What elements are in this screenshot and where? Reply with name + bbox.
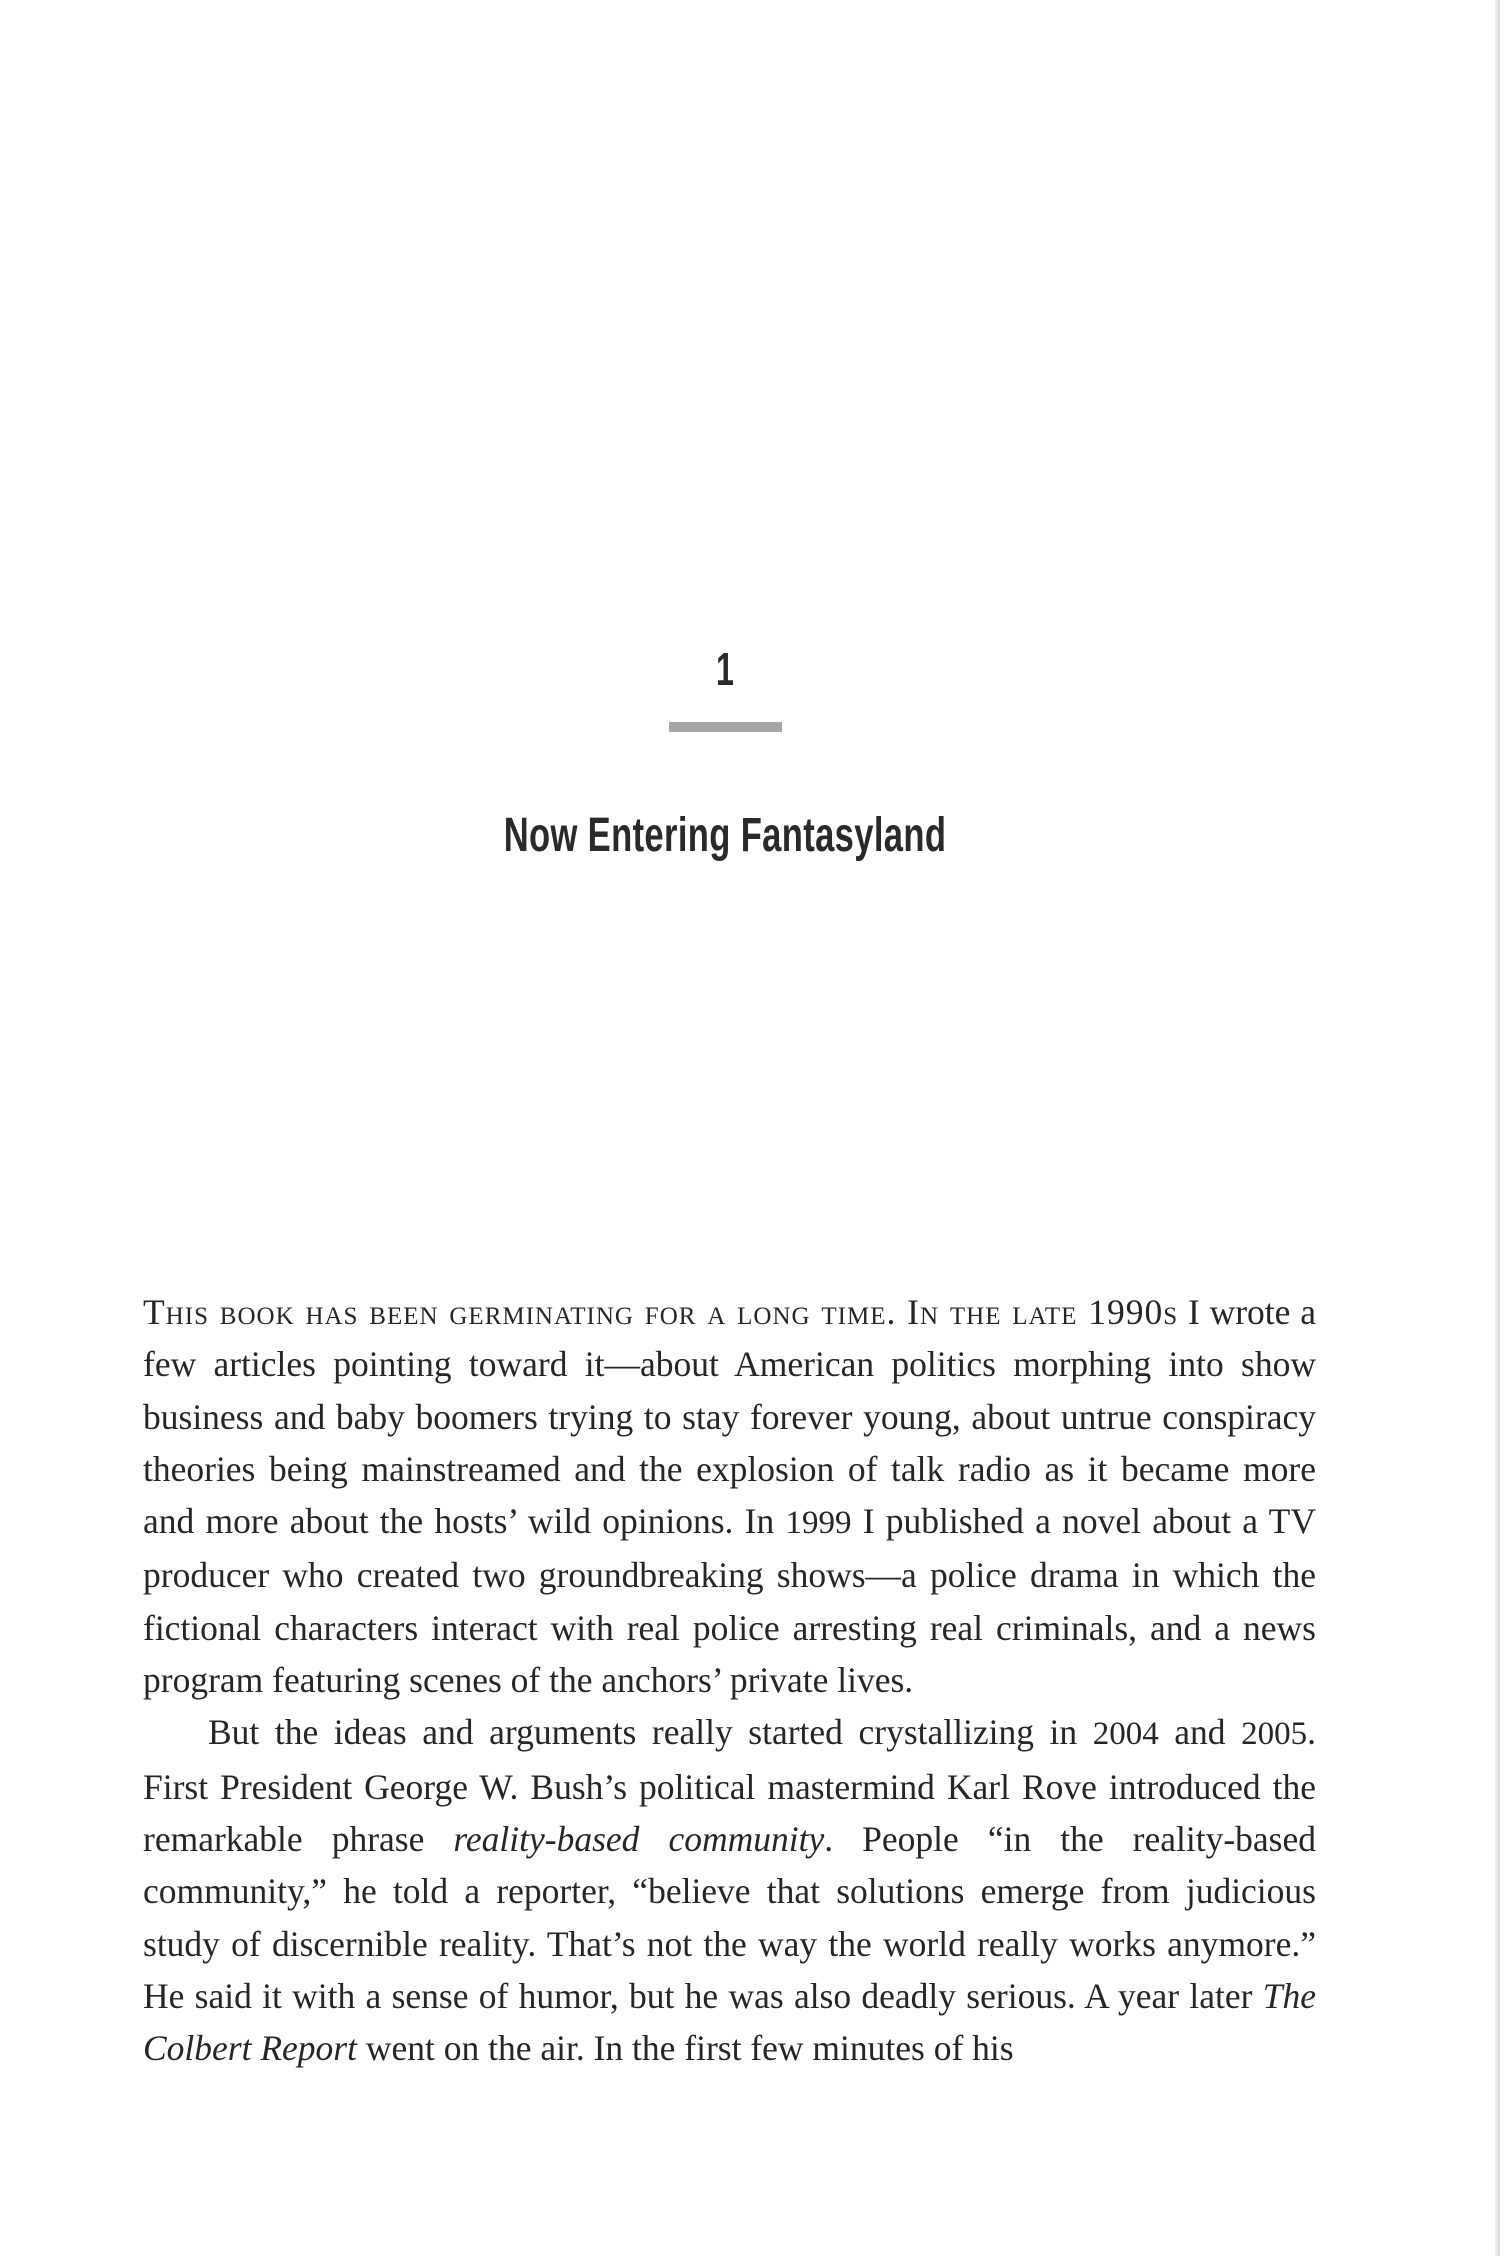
chapter-number: 1 (716, 643, 734, 695)
paragraph-2-text-c: . First President George W. Bush’s political mastermind Karl Rove introduced the remarkable phrase (143, 1712, 1316, 1859)
chapter-rule (669, 722, 782, 732)
opening-small-caps: This book has been germinating for a long time. In the late 1990s (143, 1292, 1179, 1332)
body-text (143, 1286, 1316, 2074)
italic-reality-based-community: reality-based community (453, 1818, 825, 1859)
paragraph-2-text-a: But the ideas and arguments really started crystallizing in (208, 1712, 1093, 1753)
italic-colbert-report: The Colbert Report (143, 1975, 1316, 2069)
paragraph-2-text-e: went on the air. In the first few minutes of his (356, 2028, 1014, 2069)
paragraph-1 (143, 1286, 1316, 1706)
year-1999: 1999 (785, 1505, 852, 1542)
page-edge (1495, 0, 1500, 2256)
paragraph-2-text-b: and (1158, 1712, 1242, 1753)
paragraph-2-text-d: . People “in the reality-based community,” he told a reporter, “believe that solutions emerge from judicious study of discernible reality. That’s not the way the world really works anymore.” He said it with a sense of humor, but he was also deadly serious. A year later (143, 1818, 1316, 2016)
paragraph-1-text-b: I published a novel about a TV producer who created two groundbreaking shows—a police drama in which the fictional characters interact with real police arresting real criminals, and a news program featuring scenes of the anchors’ private lives. (143, 1501, 1316, 1701)
paragraph-1-text-a: I wrote a few articles pointing toward it—about American politics morphing into show business and baby boomers trying to stay forever young, about untrue conspiracy theories being mainstreamed and the explosion of talk radio as it became more and more about the hosts’ wild opinions. In (143, 1292, 1316, 1542)
year-2005: 2005 (1241, 1716, 1308, 1753)
chapter-title: Now Entering Fantasyland (503, 809, 947, 862)
year-2004: 2004 (1092, 1716, 1159, 1753)
paragraph-2 (143, 1706, 1316, 2074)
